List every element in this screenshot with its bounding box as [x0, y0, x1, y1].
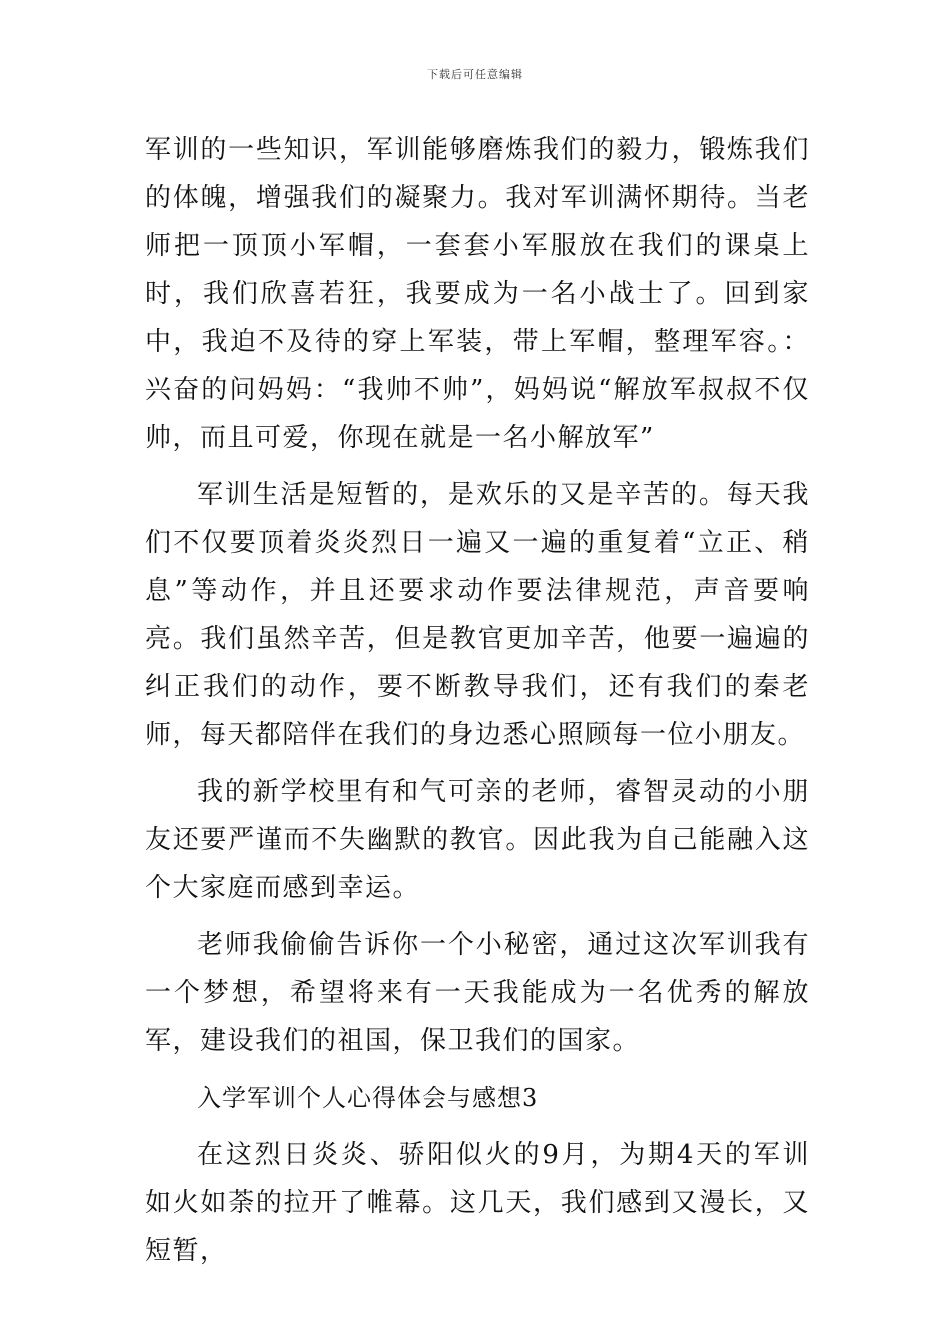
- header-note: 下载后可任意编辑: [427, 68, 523, 81]
- paragraph-3: 我的新学校里有和气可亲的老师，睿智灵动的小朋友还要严谨而不失幽默的教官。因此我为自己能融入这个大家庭而感到幸运。: [145, 777, 810, 903]
- paragraph-5: 在这烈日炎炎、骄阳似火的9月，为期4天的军训如火如荼的拉开了帷幕。这几天，我们感到又漫长，又短暂，: [145, 1140, 810, 1266]
- paragraph-2: 军训生活是短暂的，是欢乐的又是辛苦的。每天我们不仅要顶着炎炎烈日一遍又一遍的重复着“立正、稍息”等动作，并且还要求动作要法律规范，声音要响亮。我们虽然辛苦，但是教官更加辛苦，他要一遍遍的纠正我们的动作，要不断教导我们，还有我们的秦老师，每天都陪伴在我们的身边悉心照顾每一位小朋友。: [145, 480, 810, 750]
- paragraph-1: 军训的一些知识，军训能够磨炼我们的毅力，锻炼我们的体魄，增强我们的凝聚力。我对军训满怀期待。当老师把一顶顶小军帽，一套套小军服放在我们的课桌上时，我们欣喜若狂，我要成为一名小战士了。回到家中，我迫不及待的穿上军装，带上军帽，整理军容。：兴奋的问妈妈：“我帅不帅”，妈妈说“解放军叔叔不仅帅，而且可爱，你现在就是一名小解放军”: [145, 135, 810, 453]
- paragraph-4: 老师我偷偷告诉你一个小秘密，通过这次军训我有一个梦想，希望将来有一天我能成为一名优秀的解放军，建设我们的祖国，保卫我们的国家。: [145, 930, 810, 1056]
- document-body: [145, 126, 810, 1275]
- section-subheading: 入学军训个人心得体会与感想3: [197, 1084, 539, 1112]
